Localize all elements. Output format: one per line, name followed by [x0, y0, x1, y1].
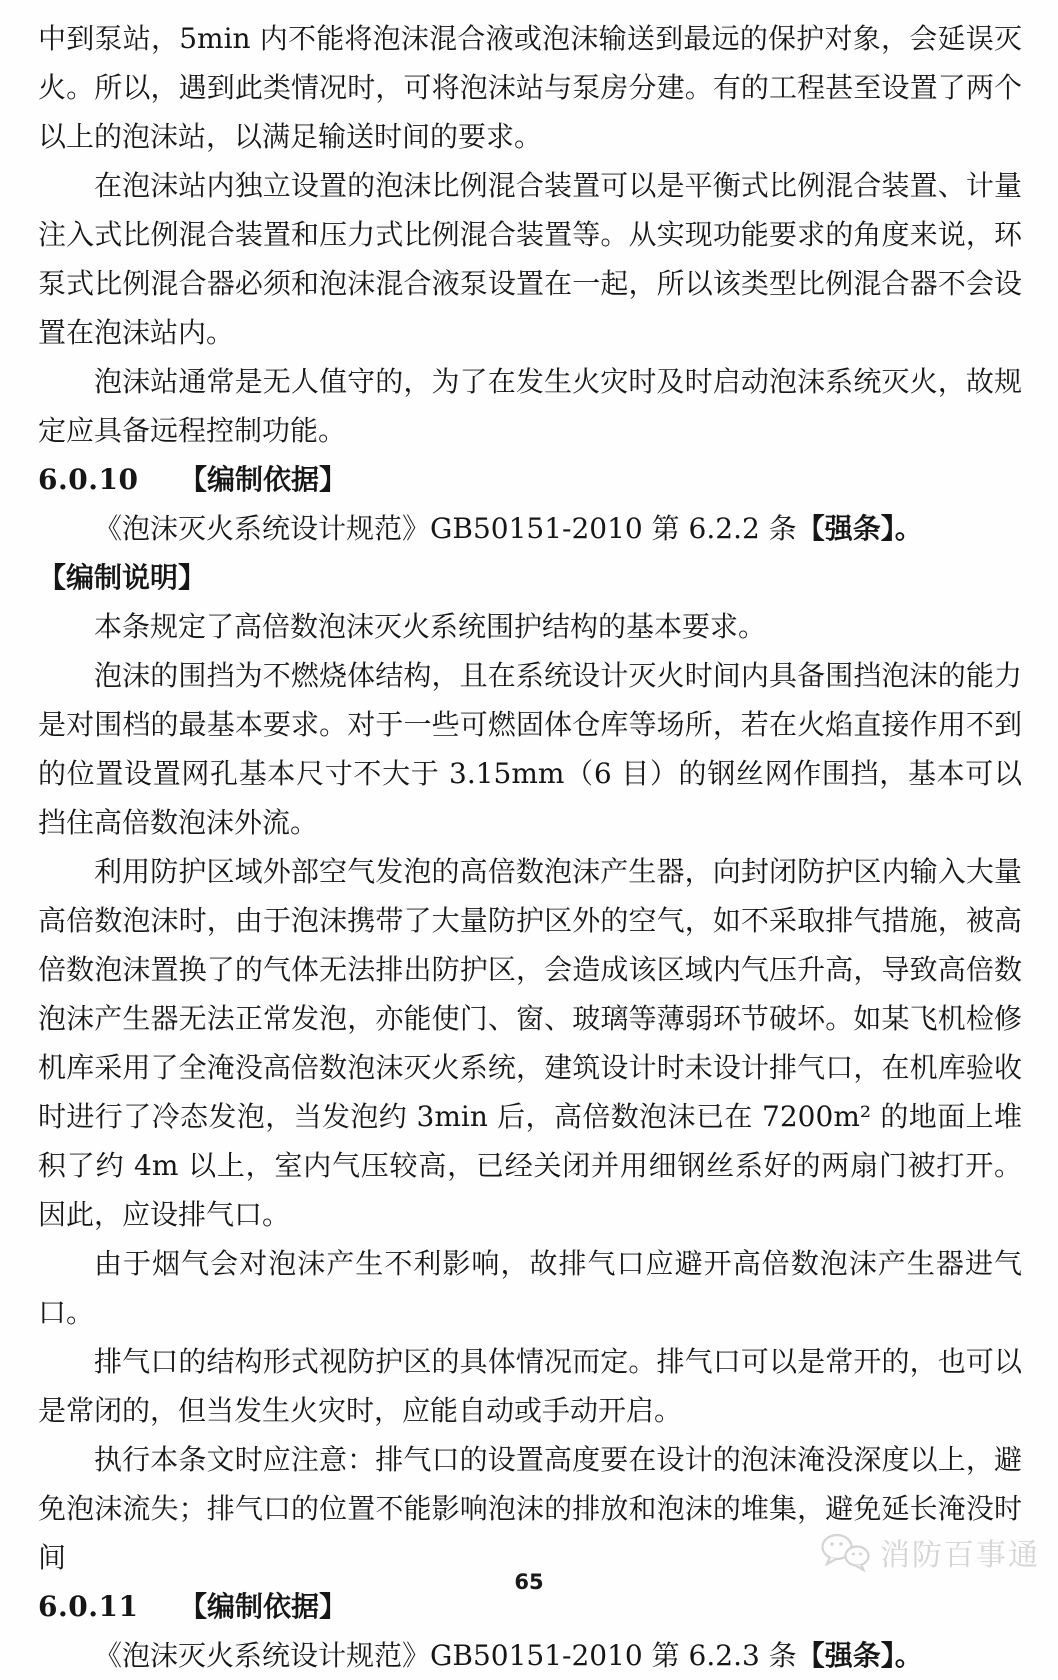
mandatory-clause-tag: 【强条】。 [796, 512, 923, 545]
body-paragraph: 执行本条文时应注意：排气口的设置高度要在设计的泡沫淹没深度以上，避免泡沫流失；排气口的位置不能影响泡沫的排放和泡沫的堆集，避免延长淹没时间 [38, 1443, 1022, 1574]
body-paragraph: 泡沫的围挡为不燃烧体结构，且在系统设计灭火时间内具备围挡泡沫的能力是对围档的最基本要求。对于一些可燃固体仓库等场所，若在火焰直接作用不到的位置设置网孔基本尺寸不大于 3.15mm（6 目）的钢丝网作围挡，基本可以挡住高倍数泡沫外流。 [38, 659, 1022, 839]
body-paragraph: 排气口的结构形式视防护区的具体情况而定。排气口可以是常开的，也可以是常闭的，但当发生火灾时，应能自动或手动开启。 [38, 1345, 1022, 1427]
section-number: 6.0.10 [38, 463, 139, 496]
reference-text: 《泡沫灭火系统设计规范》GB50151-2010 第 6.2.3 条 [94, 1639, 797, 1672]
body-paragraph: 利用防护区域外部空气发泡的高倍数泡沫产生器，向封闭防护区内输入大量高倍数泡沫时，由于泡沫携带了大量防护区外的空气，如不采取排气措施，被高倍数泡沫置换了的气体无法排出防护区，会造成该区域内气压升高，导致高倍数泡沫产生器无法正常发泡，亦能使门、窗、玻璃等薄弱环节破坏。如某飞机检修机库采用了全淹没高倍数泡沫灭火系统，建筑设计时未设计排气口，在机库验收时进行了冷态发泡，当发泡约 3min 后，高倍数泡沫已在 7200m² 的地面上堆积了约 4m 以上，室内气压较高，已经关闭并用细钢丝系好的两扇门被打开。因此，应设排气口。 [38, 855, 1022, 1231]
body-paragraph: 本条规定了高倍数泡沫灭火系统围护结构的基本要求。 [94, 610, 767, 643]
page-number: 65 [514, 1570, 544, 1594]
reference-text: 《泡沫灭火系统设计规范》GB50151-2010 第 6.2.2 条 [94, 512, 797, 545]
section-heading-6-0-10 [38, 455, 1022, 504]
body-paragraph: 由于烟气会对泡沫产生不利影响，故排气口应避开高倍数泡沫产生器进气口。 [38, 1247, 1022, 1329]
section-number: 6.0.11 [38, 1590, 139, 1623]
wechat-bubbles-icon [820, 1532, 872, 1572]
section-heading-explanation [38, 553, 1022, 602]
body-paragraph: 在泡沫站内独立设置的泡沫比例混合装置可以是平衡式比例混合装置、计量注入式比例混合装置和压力式比例混合装置等。从实现功能要求的角度来说，环泵式比例混合器必须和泡沫混合液泵设置在一起，所以该类型比例混合器不会设置在泡沫站内。 [38, 169, 1022, 349]
mandatory-clause-tag: 【强条】。 [796, 1639, 923, 1672]
body-paragraph: 中到泵站，5min 内不能将泡沫混合液或泡沫输送到最远的保护对象，会延误灭火。所以，遇到此类情况时，可将泡沫站与泵房分建。有的工程甚至设置了两个以上的泡沫站，以满足输送时间的要求。 [38, 22, 1022, 153]
body-paragraph: 泡沫站通常是无人值守的，为了在发生火灾时及时启动泡沫系统灭火，故规定应具备远程控制功能。 [38, 365, 1022, 447]
section-label: 【编制依据】 [178, 1590, 347, 1623]
watermark-text: 消防百事通 [880, 1538, 1040, 1573]
reference-line [38, 1631, 1022, 1680]
reference-line [38, 504, 1022, 553]
section-label: 【编制说明】 [38, 561, 207, 594]
watermark [820, 1530, 1040, 1574]
section-label: 【编制依据】 [178, 463, 347, 496]
